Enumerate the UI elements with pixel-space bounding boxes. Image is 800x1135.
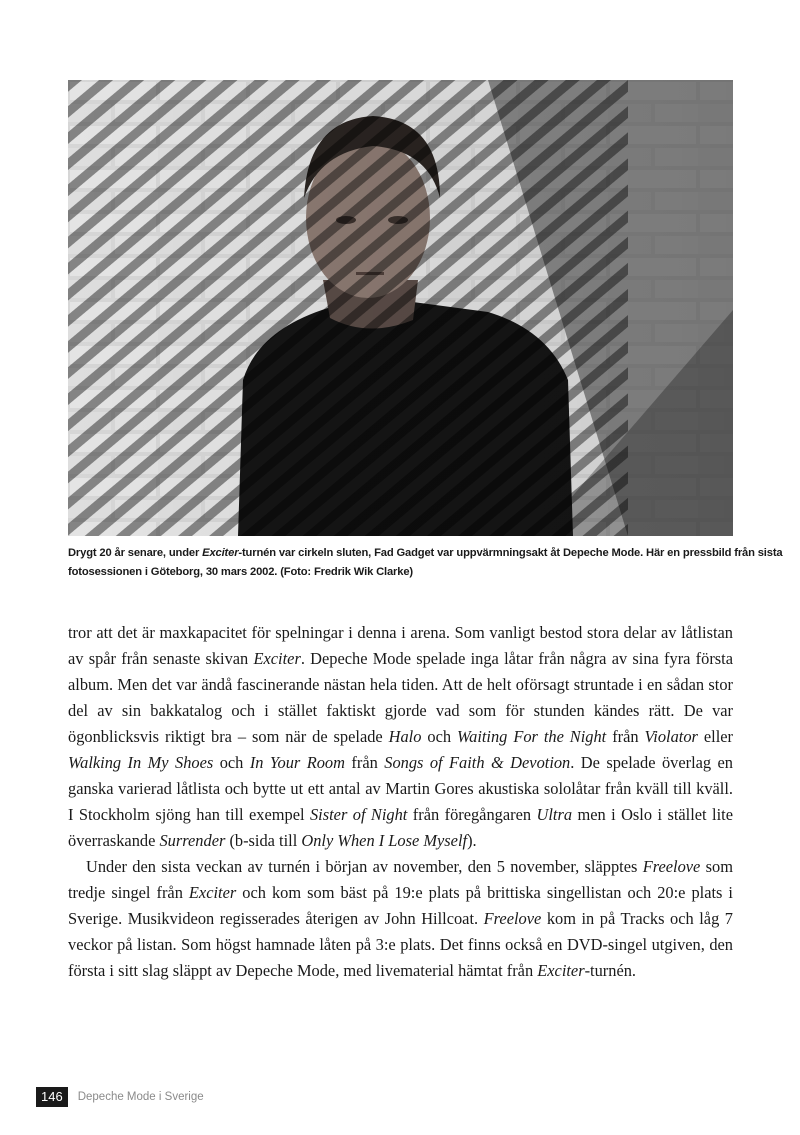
paragraph-1 xyxy=(68,620,733,854)
title-reference: Only When I Lose Myself xyxy=(301,831,468,850)
text-run: -turnén. xyxy=(584,961,637,980)
text-run: och xyxy=(421,727,457,746)
caption-text: Drygt 20 år senare, under xyxy=(68,547,203,559)
text-run: från xyxy=(344,753,385,772)
text-run: som tredje singel från xyxy=(68,857,733,902)
caption-album-title: Exciter xyxy=(202,547,239,559)
article-body xyxy=(68,620,733,984)
text-run: ). xyxy=(467,831,477,850)
text-run: från xyxy=(606,727,645,746)
title-reference: Exciter xyxy=(537,961,585,980)
title-reference: Surrender xyxy=(159,831,226,850)
title-reference: Exciter xyxy=(253,649,301,668)
title-reference: Halo xyxy=(388,727,422,746)
page-footer xyxy=(36,1087,204,1107)
title-reference: In Your Room xyxy=(249,753,345,772)
caption-text: -turnén var cirkeln sluten, Fad Gadget var uppvärmningsakt åt Depeche Mode. Här en pressbild från sista xyxy=(238,547,783,559)
title-reference: Freelove xyxy=(483,909,542,928)
text-run: men i Oslo i stället lite överraskande xyxy=(68,805,733,850)
text-run: och kom som bäst på 19:e plats på brittiska singellistan och 20:e plats i Sverige. Musikvideon regisserades återigen av John Hillcoat. xyxy=(68,883,733,928)
title-reference: Ultra xyxy=(536,805,573,824)
text-run: . De spelade överlag en ganska varierad låtlista och bytte ut ett antal av Martin Gores akustiska sololåtar från kväll till kväll. I Stockholm sjöng han till exempel xyxy=(68,753,733,824)
portrait-photo xyxy=(68,80,733,536)
page-number: 146 xyxy=(36,1087,68,1107)
paragraph-2 xyxy=(68,854,733,984)
text-run: tror att det är maxkapacitet för spelningar i denna i arena. Som vanligt bestod stora delar av låtlistan av spår från senaste skivan xyxy=(68,623,733,668)
title-reference: Sister of Night xyxy=(309,805,408,824)
photo-caption xyxy=(68,544,783,582)
text-run: Under den sista veckan av turnén i början av november, den 5 november, släpptes xyxy=(86,857,643,876)
text-run: och xyxy=(213,753,250,772)
text-run: . Depeche Mode spelade inga låtar från några av sina fyra första album. Men det var ändå fascinerande nästan hela tiden. Att de helt oförsagt struntade i en sådan stor del av sin bakkatalog och i stället faktiskt gjorde vad som för stunden kändes rätt. De var ögonblicksvis riktigt bra – som när de spelade xyxy=(68,649,733,746)
title-reference: Waiting For the Night xyxy=(456,727,607,746)
portrait-photo-icon xyxy=(68,80,733,536)
caption-line-2: fotosessionen i Göteborg, 30 mars 2002. (Foto: Fredrik Wik Clarke) xyxy=(68,566,413,578)
title-reference: Walking In My Shoes xyxy=(68,753,214,772)
title-reference: Songs of Faith & Devotion xyxy=(384,753,571,772)
caption-line-1 xyxy=(68,544,783,563)
running-head: Depeche Mode i Sverige xyxy=(77,1091,204,1103)
text-run: kom in på Tracks och låg 7 veckor på listan. Som högst hamnade låten på 3:e plats. Det finns också en DVD-singel utgiven, den första i sitt slag släppt av Depeche Mode, med livematerial hämtat från xyxy=(68,909,733,980)
text-run: eller xyxy=(697,727,733,746)
text-run: (b-sida till xyxy=(225,831,302,850)
title-reference: Exciter xyxy=(188,883,237,902)
title-reference: Freelove xyxy=(642,857,701,876)
title-reference: Violator xyxy=(644,727,698,746)
text-run: från föregångaren xyxy=(407,805,537,824)
